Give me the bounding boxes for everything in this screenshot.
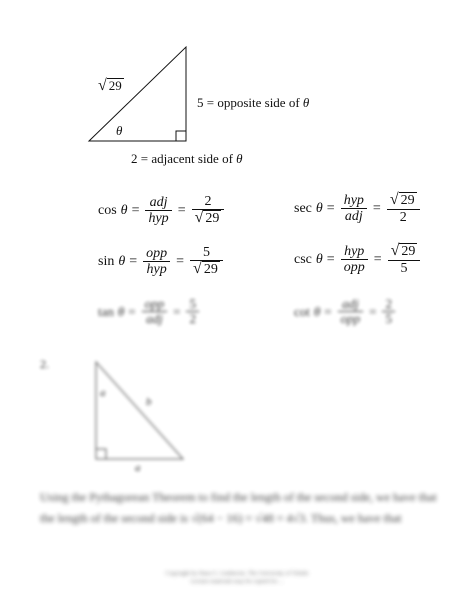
triangle-1-outline bbox=[89, 47, 186, 141]
triangle-2-side-a-label: a bbox=[100, 387, 106, 399]
cos-ratio: cos θ = $\frac{\text{adj}}{\text{hyp}}$ = $\frac{2}{√ 29}$ bbox=[98, 194, 226, 227]
sec-ratio: sec θ = $\frac{\text{hyp}}{\text{adj}}$ = $\frac{√ 29}{2}$ bbox=[294, 192, 422, 226]
triangle-2-side-c-label: a bbox=[135, 462, 141, 474]
hypotenuse-label: √ 29 bbox=[98, 77, 122, 94]
paragraph-line-2: the length of the second side is √(64 − 16) = √48 = 4√3. Thus, we have that bbox=[40, 511, 402, 525]
right-angle-marker-2 bbox=[96, 449, 106, 459]
triangle-2-outline bbox=[96, 362, 183, 459]
opposite-side-label: 5 = opposite side of θ bbox=[197, 95, 310, 110]
cot-ratio: cot θ = $\frac{\text{adj}}{\text{opp}}$ = $\frac{2}{5}$ bbox=[294, 297, 397, 327]
problem-2-paragraph bbox=[40, 487, 440, 529]
theta-angle-label: θ bbox=[116, 123, 123, 138]
sin-ratio: sin θ = $\frac{\text{opp}}{\text{hyp}}$ = $\frac{5}{√ 29}$ bbox=[98, 245, 225, 278]
problem-2-number: 2. bbox=[40, 357, 49, 371]
tan-ratio: tan θ = $\frac{\text{opp}}{\text{adj}}$ = $\frac{5}{2}$ bbox=[98, 297, 201, 327]
right-angle-marker-1 bbox=[176, 131, 186, 141]
triangle-figure-2 bbox=[0, 355, 474, 475]
paragraph-line-1: Using the Pythagorean Theorem to find the length of the second side, we have that bbox=[40, 490, 437, 504]
csc-ratio: csc θ = $\frac{\text{hyp}}{\text{opp}}$ = $\frac{√ 29}{5}$ bbox=[294, 243, 422, 277]
triangle-2-side-b-label: b bbox=[146, 396, 152, 408]
page-footer: Copyright by Hans G. Lindstrom. The University of Toledo Lecture materials may be copied for ... bbox=[165, 571, 309, 585]
adjacent-side-label: 2 = adjacent side of θ bbox=[131, 151, 243, 166]
